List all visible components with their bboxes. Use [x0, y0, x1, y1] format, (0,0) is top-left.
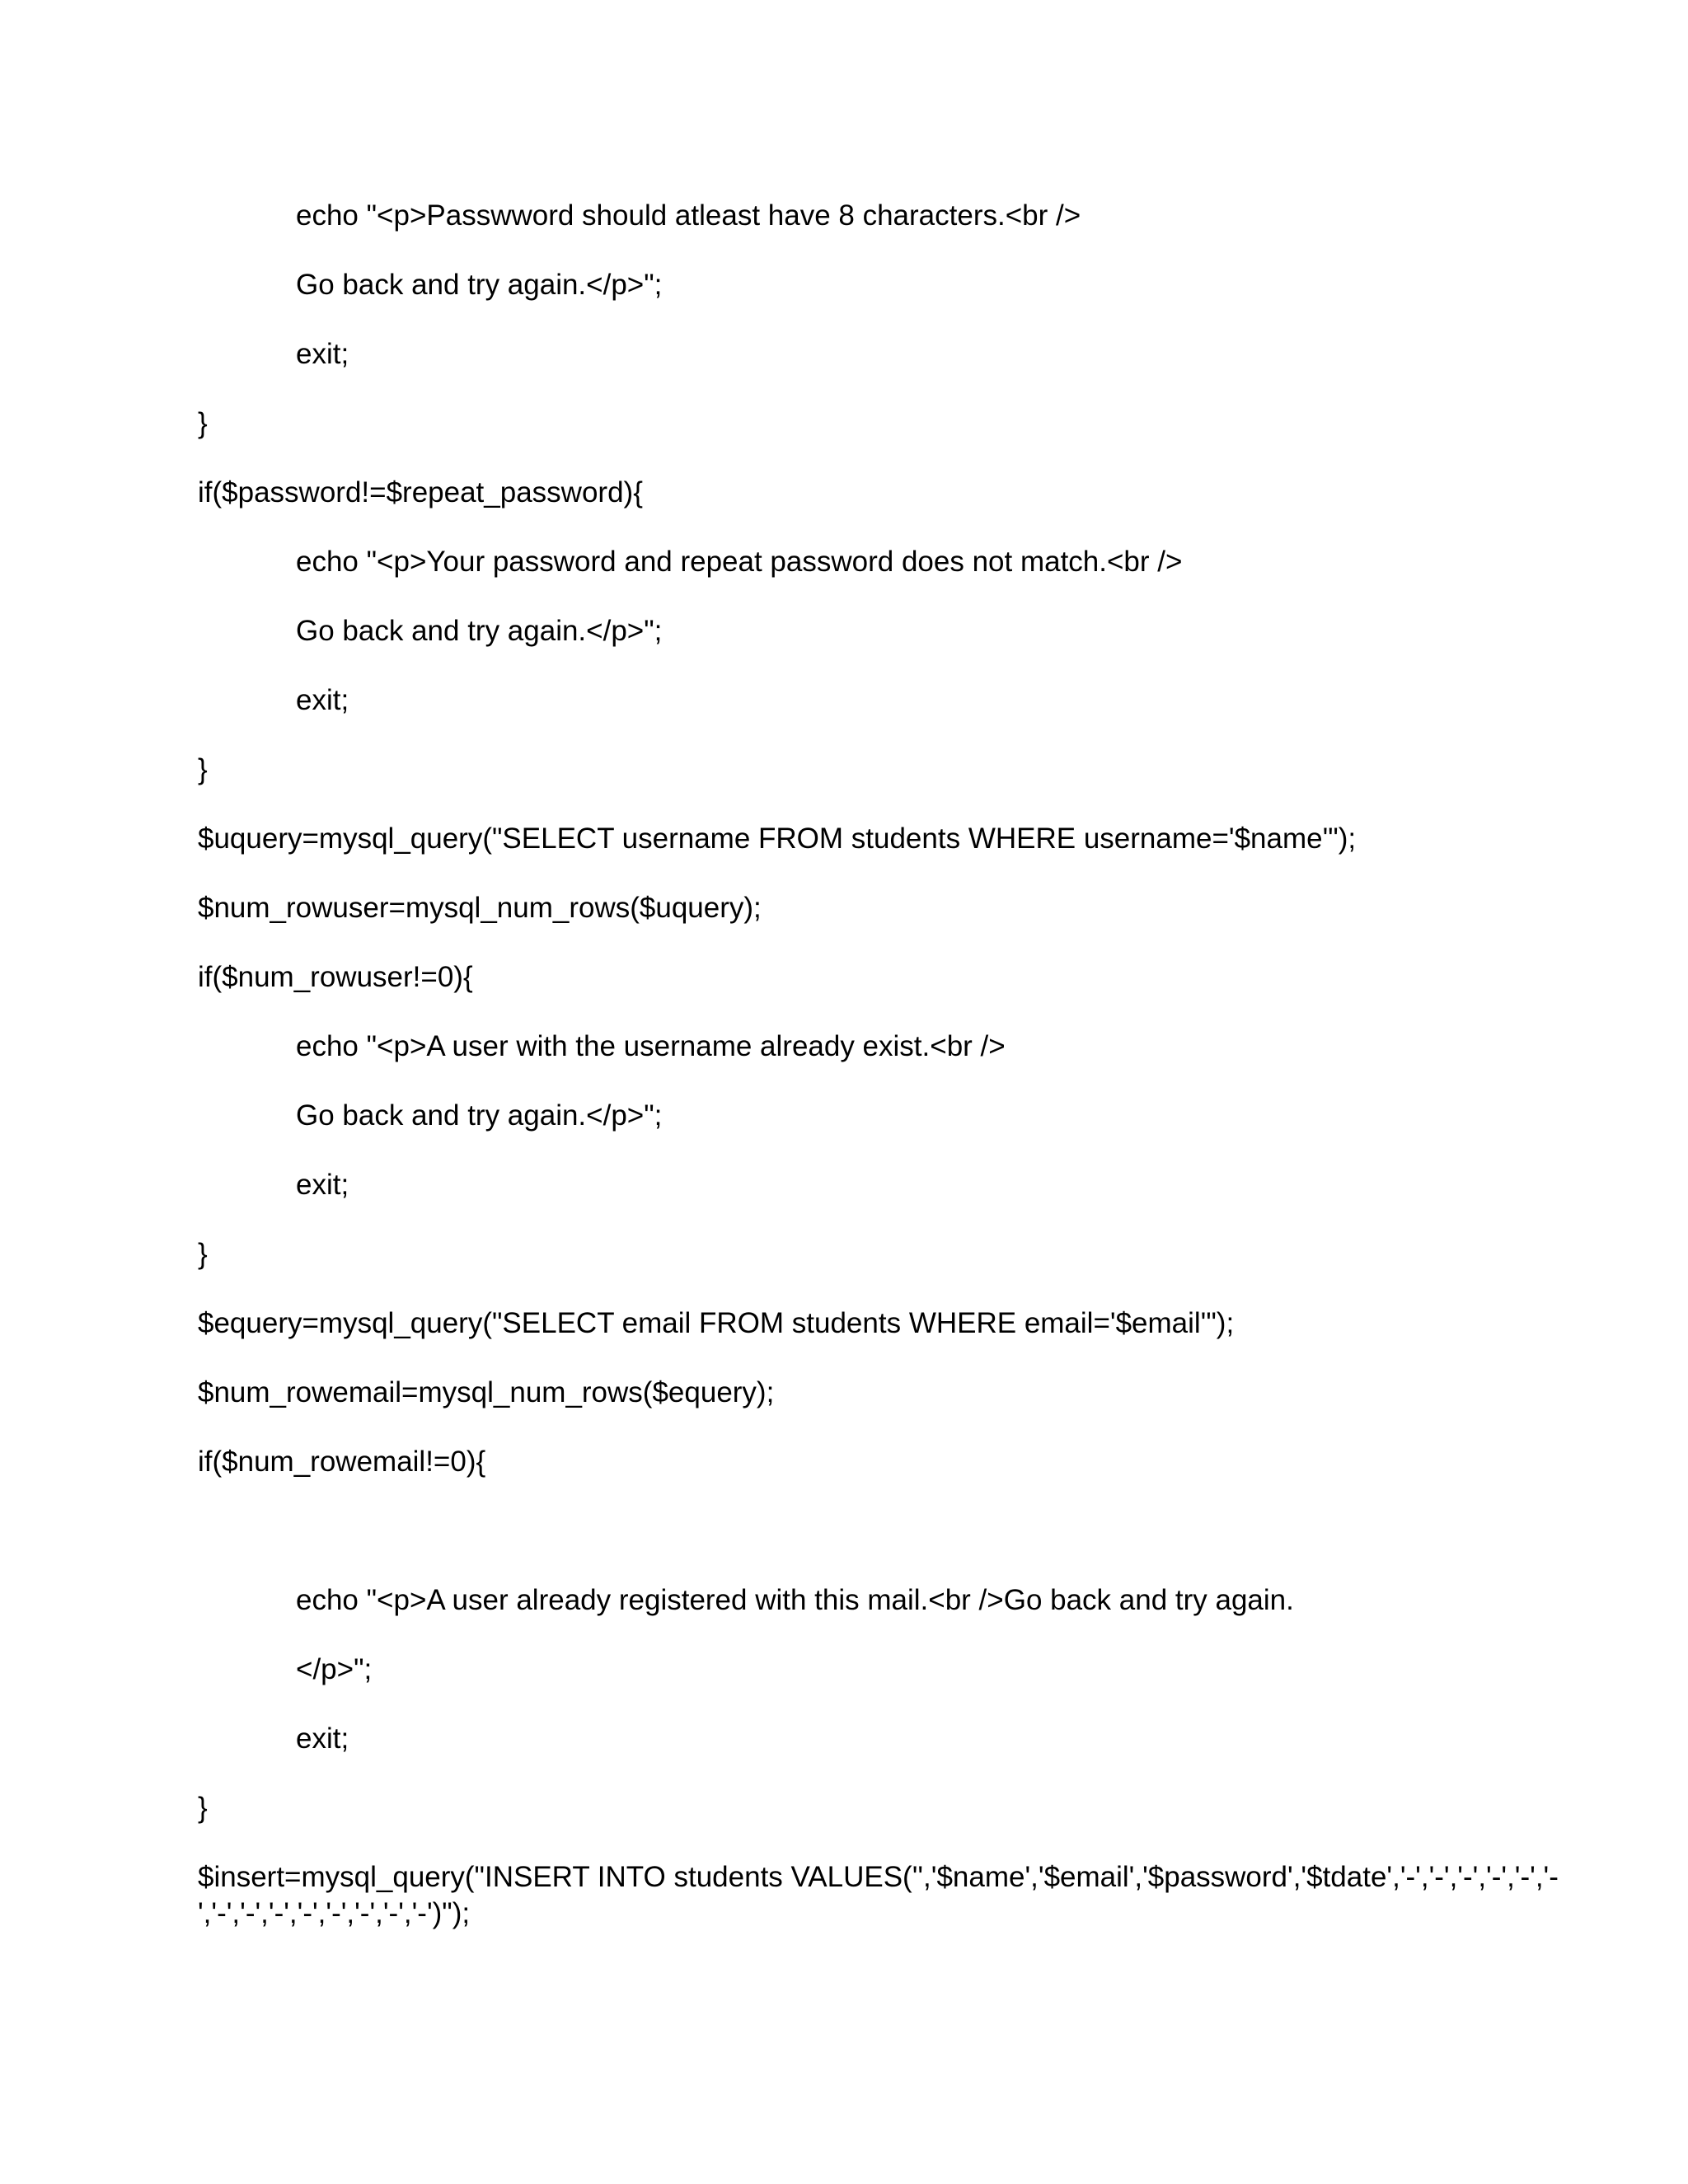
code-line: }: [198, 407, 208, 439]
code-line: exit;: [296, 1722, 349, 1755]
code-line: exit;: [296, 684, 349, 716]
code-line: }: [198, 753, 208, 785]
code-line: echo "<p>A user already registered with this mail.<br />Go back and try again.: [296, 1584, 1294, 1616]
code-line: if($password!=$repeat_password){: [198, 476, 643, 509]
insert-statement-line-2: ','-','-','-','-','-','-','-','-')");: [198, 1897, 471, 1929]
code-line: echo "<p>Passwword should atleast have 8 characters.<br />: [296, 199, 1081, 232]
code-line: Go back and try again.</p>";: [296, 615, 663, 647]
code-line: $equery=mysql_query("SELECT email FROM students WHERE email='$email'");: [198, 1307, 1235, 1339]
code-line: Go back and try again.</p>";: [296, 269, 663, 301]
code-line: echo "<p>Your password and repeat password does not match.<br />: [296, 546, 1183, 578]
code-line: if($num_rowuser!=0){: [198, 961, 473, 993]
code-line: $num_rowemail=mysql_num_rows($equery);: [198, 1376, 775, 1408]
code-line: $num_rowuser=mysql_num_rows($uquery);: [198, 892, 762, 924]
code-line: echo "<p>A user with the username already exist.<br />: [296, 1030, 1006, 1062]
code-line: exit;: [296, 1169, 349, 1201]
code-line: Go back and try again.</p>";: [296, 1099, 663, 1132]
code-line: exit;: [296, 338, 349, 370]
code-line: </p>";: [296, 1653, 373, 1685]
insert-statement-line-1: $insert=mysql_query("INSERT INTO students VALUES('','$name','$email','$password','$tdate','-','-','-','-','-','-: [198, 1861, 1559, 1893]
code-line: $uquery=mysql_query("SELECT username FROM students WHERE username='$name'");: [198, 823, 1357, 855]
code-line: if($num_rowemail!=0){: [198, 1446, 486, 1478]
code-line: }: [198, 1238, 208, 1270]
code-line: }: [198, 1792, 208, 1824]
